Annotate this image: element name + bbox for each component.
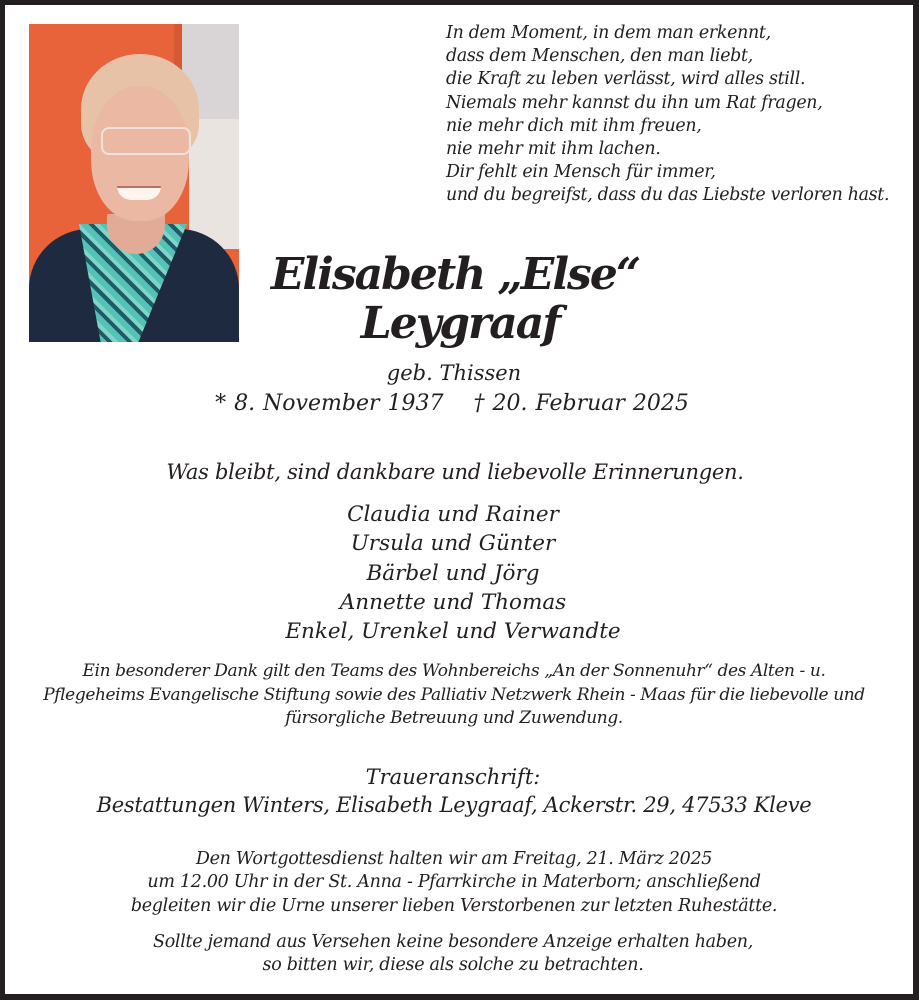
notice-line: Sollte jemand aus Versehen keine besondere Anzeige erhalten haben, [153, 932, 753, 952]
poem-line: Dir fehlt ein Mensch für immer, [446, 162, 716, 183]
photo-glasses [101, 127, 191, 155]
mourner: Ursula und Günter [350, 531, 556, 557]
mourner: Enkel, Urenkel und Verwandte [285, 619, 621, 645]
mourners-list [0, 500, 907, 646]
death-date: † 20. Februar 2025 [473, 391, 689, 416]
obituary-notice [5, 5, 913, 994]
service-line: Den Wortgottesdienst halten wir am Freitag, 21. März 2025 [195, 849, 713, 869]
poem-line: nie mehr dich mit ihm freuen, [446, 115, 702, 136]
service-line: begleiten wir die Urne unserer lieben Verstorbenen zur letzten Ruhestätte. [130, 895, 778, 916]
thanks-line: Pflegeheims Evangelische Stiftung sowie des Palliativ Netzwerk Rhein - Maas für die liebevolle und [43, 684, 865, 705]
mourner: Annette und Thomas [339, 589, 567, 615]
notice-paragraph [0, 931, 907, 978]
poem-line: die Kraft zu leben verlässt, wird alles still. [446, 69, 806, 90]
mourner: Bärbel und Jörg [366, 560, 540, 586]
service-line: um 12.00 Uhr in der St. Anna - Pfarrkirche in Materborn; anschließend [147, 872, 761, 893]
memorial-tagline: Was bleibt, sind dankbare und liebevolle Erinnerungen. [166, 460, 744, 484]
poem-line: und du begreifst, dass du das Liebste verloren hast. [446, 185, 890, 206]
notice-line: so bitten wir, diese als solche zu betrachten. [262, 955, 644, 976]
poem-line: nie mehr mit ihm lachen. [446, 139, 661, 160]
thanks-line: Ein besonderer Dank gilt den Teams des Wohnbereichs „An der Sonnenuhr“ des Alten - u. [82, 661, 826, 681]
service-info [0, 848, 908, 918]
poem-line: Niemals mehr kannst du ihn um Rat fragen, [446, 92, 823, 113]
deceased-first-name: Elisabeth „Else“ [270, 249, 640, 300]
life-dates [0, 391, 906, 416]
photo-background-chair [189, 119, 239, 249]
thanks-line: fürsorgliche Betreuung und Zuwendung. [285, 708, 623, 728]
poem-line: dass dem Menschen, den man liebt, [446, 46, 753, 67]
mourning-address: Bestattungen Winters, Elisabeth Leygraaf, Ackerstr. 29, 47533 Kleve [96, 793, 812, 817]
mourning-address-label: Traueranschrift: [365, 765, 541, 789]
poem-line: In dem Moment, in dem man erkennt, [446, 23, 771, 43]
birth-date: * 8. November 1937 [215, 391, 444, 416]
birth-name: geb. Thissen [386, 361, 522, 385]
deceased-last-name: Leygraaf [360, 298, 560, 349]
poem [446, 22, 889, 208]
thanks-paragraph [0, 660, 908, 731]
mourner: Claudia und Rainer [347, 502, 559, 527]
